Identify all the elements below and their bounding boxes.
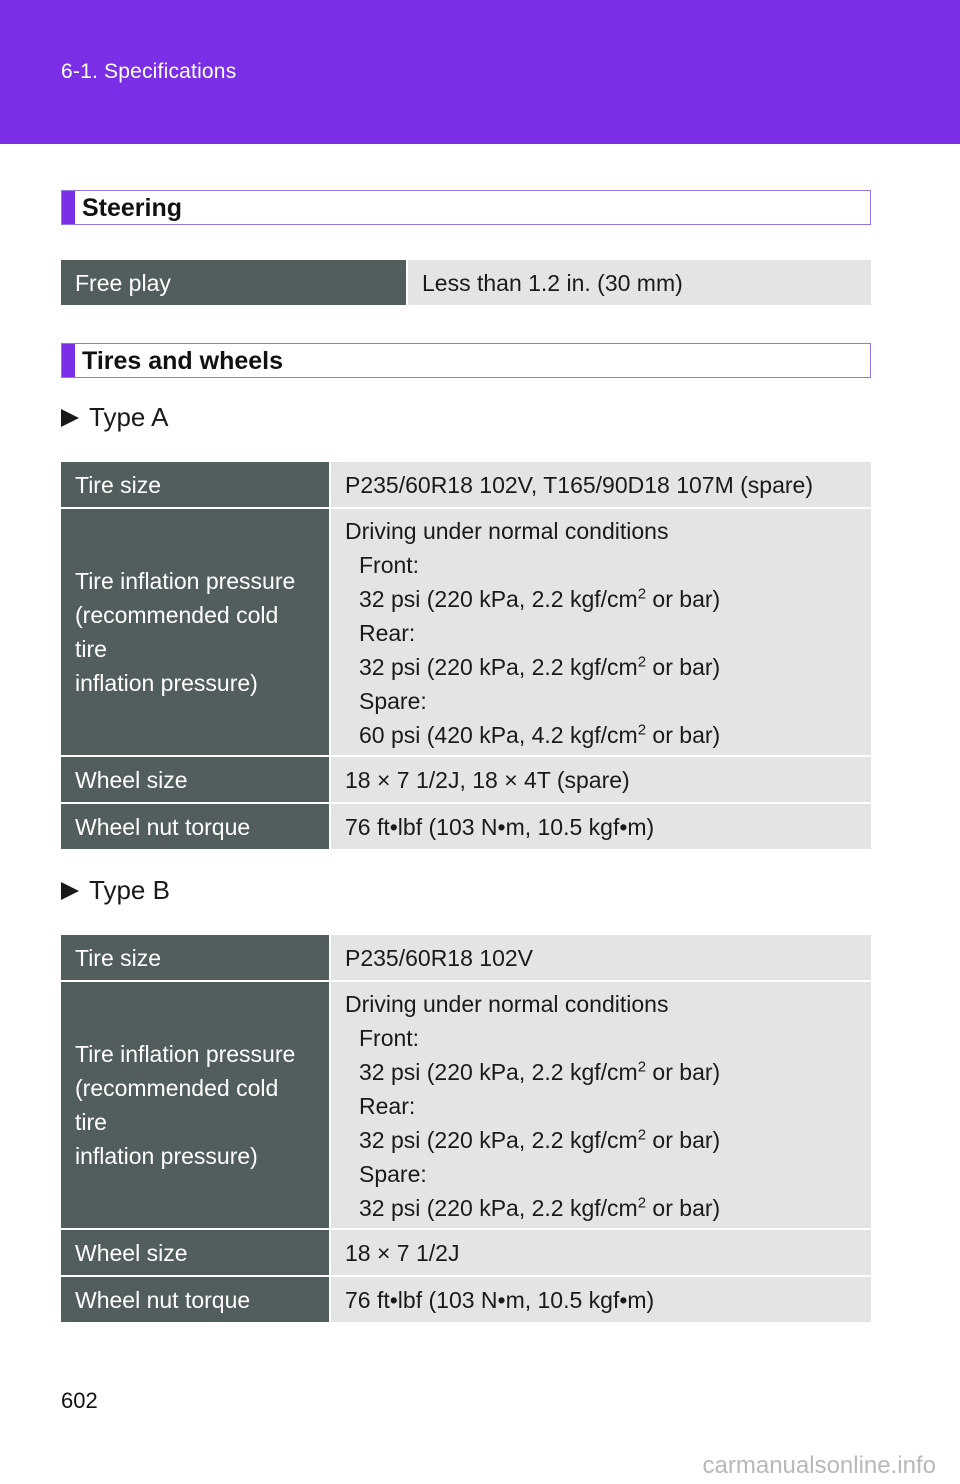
type-a-text: Type A (89, 402, 169, 432)
heading-accent (62, 191, 75, 224)
table-row (61, 260, 871, 305)
label-line: inflation pressure) (75, 1143, 258, 1169)
superscript: 2 (637, 1194, 647, 1212)
pressure-tail: or bar) (646, 586, 721, 612)
rear-label: Rear: (359, 620, 416, 646)
tires-heading (61, 343, 871, 378)
triangle-bullet-icon (61, 882, 79, 900)
type-a-label (61, 402, 169, 433)
pressure-tail: or bar) (646, 654, 721, 680)
front-label: Front: (359, 552, 420, 578)
inflation-pressure-value (330, 981, 871, 1229)
heading-accent (62, 344, 75, 377)
inflation-pressure-label (61, 508, 330, 756)
table-row (61, 1276, 871, 1322)
pressure-text: 32 psi (220 kPa, 2.2 kgf/cm (359, 1127, 638, 1153)
table-row (61, 981, 871, 1229)
tire-size-value: P235/60R18 102V (330, 935, 871, 981)
superscript: 2 (637, 721, 647, 739)
wheel-size-label: Wheel size (61, 1229, 330, 1276)
label-line: Tire inflation pressure (75, 1041, 296, 1067)
rear-pressure (345, 650, 857, 684)
type-b-text: Type B (89, 875, 170, 905)
pressure-condition: Driving under normal conditions (345, 518, 669, 544)
pressure-tail: or bar) (646, 1059, 721, 1085)
inflation-pressure-value (330, 508, 871, 756)
type-b-label (61, 875, 170, 906)
front-label: Front: (359, 1025, 420, 1051)
wheel-nut-torque-label: Wheel nut torque (61, 803, 330, 849)
steering-table (61, 260, 871, 305)
tire-size-label: Tire size (61, 935, 330, 981)
table-row (61, 1229, 871, 1276)
table-row (61, 462, 871, 508)
wheel-size-label: Wheel size (61, 756, 330, 803)
page-number: 602 (61, 1388, 98, 1413)
steering-heading (61, 190, 871, 225)
superscript: 2 (637, 653, 647, 671)
label-line: inflation pressure) (75, 670, 258, 696)
wheel-nut-torque-label: Wheel nut torque (61, 1276, 330, 1322)
type-a-table (61, 462, 871, 849)
front-pressure (345, 582, 857, 616)
front-pressure (345, 1055, 857, 1089)
free-play-value: Less than 1.2 in. (30 mm) (407, 260, 871, 305)
watermark: carmanualsonline.info (702, 1452, 936, 1479)
spare-label: Spare: (359, 688, 427, 714)
pressure-tail: or bar) (646, 1195, 721, 1221)
header-bar (0, 0, 960, 144)
table-row (61, 756, 871, 803)
pressure-text: 32 psi (220 kPa, 2.2 kgf/cm (359, 1059, 638, 1085)
spare-pressure (345, 1191, 857, 1225)
inflation-pressure-label (61, 981, 330, 1229)
tire-size-value: P235/60R18 102V, T165/90D18 107M (spare) (330, 462, 871, 508)
table-row (61, 935, 871, 981)
wheel-nut-torque-value: 76 ft•lbf (103 N•m, 10.5 kgf•m) (330, 803, 871, 849)
spare-pressure (345, 718, 857, 752)
spare-label: Spare: (359, 1161, 427, 1187)
superscript: 2 (637, 1126, 647, 1144)
steering-heading-title: Steering (82, 194, 183, 222)
wheel-size-value: 18 × 7 1/2J, 18 × 4T (spare) (330, 756, 871, 803)
label-line: Tire inflation pressure (75, 568, 296, 594)
tire-size-label: Tire size (61, 462, 330, 508)
pressure-text: 32 psi (220 kPa, 2.2 kgf/cm (359, 654, 638, 680)
pressure-text: 32 psi (220 kPa, 2.2 kgf/cm (359, 586, 638, 612)
label-line: (recommended cold tire (75, 1075, 279, 1135)
pressure-text: 32 psi (220 kPa, 2.2 kgf/cm (359, 1195, 638, 1221)
triangle-bullet-icon (61, 409, 79, 427)
wheel-nut-torque-value: 76 ft•lbf (103 N•m, 10.5 kgf•m) (330, 1276, 871, 1322)
pressure-condition: Driving under normal conditions (345, 991, 669, 1017)
pressure-tail: or bar) (646, 1127, 721, 1153)
label-line: (recommended cold tire (75, 602, 279, 662)
free-play-label: Free play (61, 260, 407, 305)
table-row (61, 508, 871, 756)
rear-label: Rear: (359, 1093, 416, 1119)
type-b-table (61, 935, 871, 1322)
pressure-text: 60 psi (420 kPa, 4.2 kgf/cm (359, 722, 638, 748)
wheel-size-value: 18 × 7 1/2J (330, 1229, 871, 1276)
section-title: 6-1. Specifications (61, 60, 237, 83)
table-row (61, 803, 871, 849)
pressure-tail: or bar) (646, 722, 721, 748)
superscript: 2 (637, 1058, 647, 1076)
rear-pressure (345, 1123, 857, 1157)
superscript: 2 (637, 585, 647, 603)
tires-heading-title: Tires and wheels (82, 347, 284, 375)
